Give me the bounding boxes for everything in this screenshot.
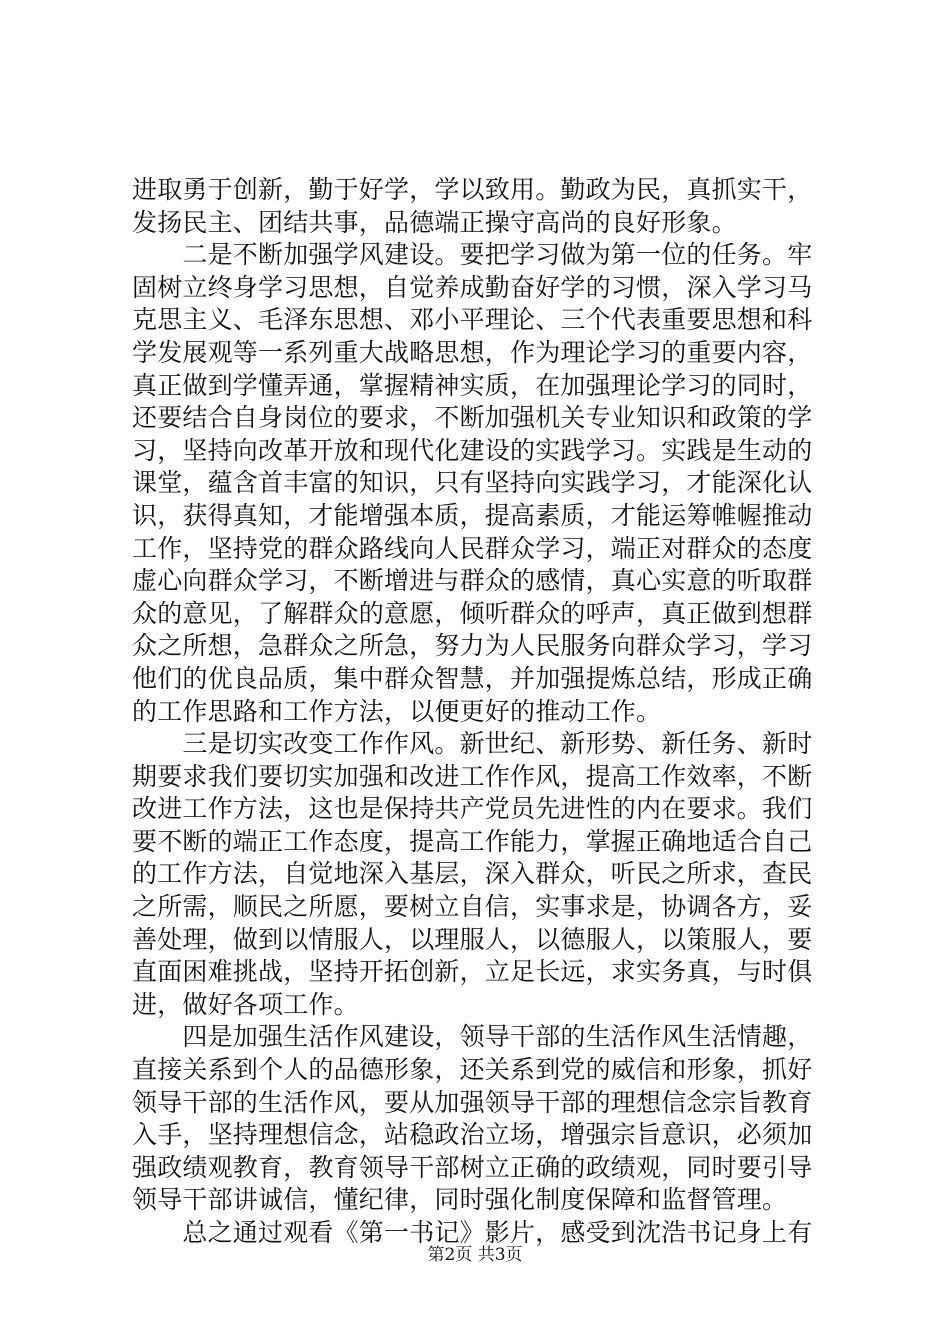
text-line: 总之通过观看《第一书记》影片，感受到沈浩书记身上有 (132, 1218, 813, 1247)
text-line: 的工作思路和工作方法，以便更好的推动工作。 (132, 696, 662, 726)
document-body (132, 174, 824, 1250)
text-line: 克思主义、毛泽东思想、邓小平理论、三个代表重要思想和科 (132, 305, 813, 335)
text-line: 强政绩观教育，教育领导干部树立正确的政绩观，同时要引导 (132, 1152, 813, 1182)
text-line: 的工作方法，自觉地深入基层，深入群众，听民之所求，查民 (132, 859, 813, 889)
text-line: 发扬民主、团结共事，品德端正操守高尚的良好形象。 (132, 207, 737, 237)
text-line: 进，做好各项工作。 (132, 989, 359, 1019)
text-line: 期要求我们要切实加强和改进工作作风，提高工作效率，不断 (132, 761, 813, 791)
text-line: 改进工作方法，这也是保持共产党员先进性的内在要求。我们 (132, 794, 813, 824)
text-line: 进取勇于创新，勤于好学，学以致用。勤政为民，真抓实干， (132, 175, 813, 204)
page-number-label: 第2页 共3页 (427, 1245, 523, 1265)
text-line: 还要结合自身岗位的要求，不断加强机关专业知识和政策的学 (132, 403, 813, 433)
text-line: 四是加强生活作风建设，领导干部的生活作风生活情趣， (132, 1022, 813, 1052)
text-line: 领导干部的生活作风，要从加强领导干部的理想信念宗旨教育 (132, 1087, 813, 1117)
text-line: 众之所想，急群众之所急，努力为人民服务向群众学习，学习 (132, 631, 813, 661)
text-line: 固树立终身学习思想，自觉养成勤奋好学的习惯，深入学习马 (132, 272, 813, 302)
text-line: 习，坚持向改革开放和现代化建设的实践学习。实践是生动的 (132, 435, 813, 465)
text-line: 要不断的端正工作态度，提高工作能力，掌握正确地适合自己 (132, 826, 813, 856)
text-line: 直接关系到个人的品德形象，还关系到党的威信和形象，抓好 (132, 1055, 813, 1085)
text-line: 真正做到学懂弄通，掌握精神实质，在加强理论学习的同时， (132, 370, 813, 400)
text-line: 领导干部讲诚信，懂纪律，同时强化制度保障和监督管理。 (132, 1185, 788, 1215)
page-footer (0, 1244, 950, 1266)
text-line: 他们的优良品质，集中群众智慧，并加强提炼总结，形成正确 (132, 663, 813, 693)
text-line: 三是切实改变工作作风。新世纪、新形势、新任务、新时 (132, 729, 813, 759)
text-line: 善处理，做到以情服人，以理服人，以德服人，以策服人，要 (132, 924, 813, 954)
text-line: 工作，坚持党的群众路线向人民群众学习，端正对群众的态度 (132, 533, 813, 563)
text-line: 之所需，顺民之所愿，要树立自信，实事求是，协调各方，妥 (132, 892, 813, 922)
text-line: 入手，坚持理想信念，站稳政治立场，增强宗旨意识，必须加 (132, 1120, 813, 1150)
text-line: 课堂，蕴含首丰富的知识，只有坚持向实践学习，才能深化认 (132, 468, 813, 498)
text-line: 虚心向群众学习，不断增进与群众的感情，真心实意的听取群 (132, 566, 813, 596)
text-line: 学发展观等一系列重大战略思想，作为理论学习的重要内容， (132, 337, 813, 367)
text-line: 二是不断加强学风建设。要把学习做为第一位的任务。牢 (132, 240, 813, 270)
text-line: 识，获得真知，才能增强本质，提高素质，才能运筹帷幄推动 (132, 500, 813, 530)
text-line: 直面困难挑战，坚持开拓创新，立足长远，求实务真，与时俱 (132, 957, 813, 987)
text-line: 众的意见，了解群众的意愿，倾听群众的呼声，真正做到想群 (132, 598, 813, 628)
